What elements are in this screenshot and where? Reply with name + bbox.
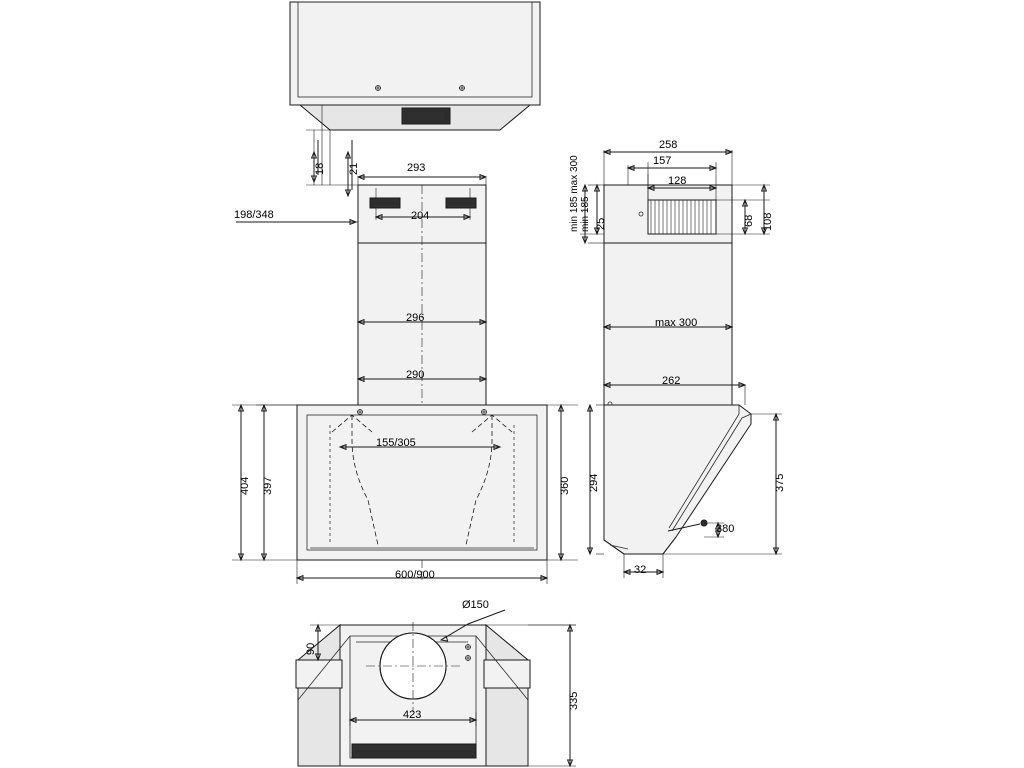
- dim-21: 21: [348, 162, 360, 175]
- dim-25: 25: [595, 217, 607, 230]
- dim-32: 380: [716, 523, 735, 535]
- dim-18: 18: [314, 162, 326, 175]
- dim-198-348: 198/348: [234, 209, 274, 221]
- dim-68: 68: [743, 214, 755, 227]
- dim-360: 360: [559, 476, 571, 495]
- dim-258: 258: [659, 139, 678, 151]
- dim-335: 335: [568, 691, 580, 710]
- dim-397: 397: [262, 476, 274, 495]
- dim-375: 294: [588, 473, 600, 492]
- dim-293: 293: [407, 162, 426, 174]
- dim-204: 204: [411, 210, 430, 222]
- dim-296: 296: [406, 312, 425, 324]
- dim-90: 90: [305, 642, 317, 655]
- dim-290: 290: [406, 369, 425, 381]
- dim-128: 128: [668, 175, 687, 187]
- bottom-view-geometry: [296, 610, 576, 766]
- dim-max-300: min 185: [580, 196, 591, 232]
- dim-108: 108: [762, 212, 774, 231]
- dim-404: 404: [239, 476, 251, 495]
- dim-600-900: 600/900: [395, 569, 435, 581]
- dim-76: 32: [634, 564, 647, 576]
- dim-155-305: 155/305: [376, 437, 416, 449]
- dim-380: 375: [774, 473, 786, 492]
- front-view-geometry: [232, 105, 578, 584]
- dim-262: max 300: [655, 317, 698, 329]
- dim-294: 262: [662, 375, 681, 387]
- dim-157: 157: [653, 155, 672, 167]
- dim-423: 423: [403, 709, 422, 721]
- dim-dia-150: Ø150: [462, 599, 489, 611]
- dim-min-185: min 185 max 300: [569, 155, 580, 232]
